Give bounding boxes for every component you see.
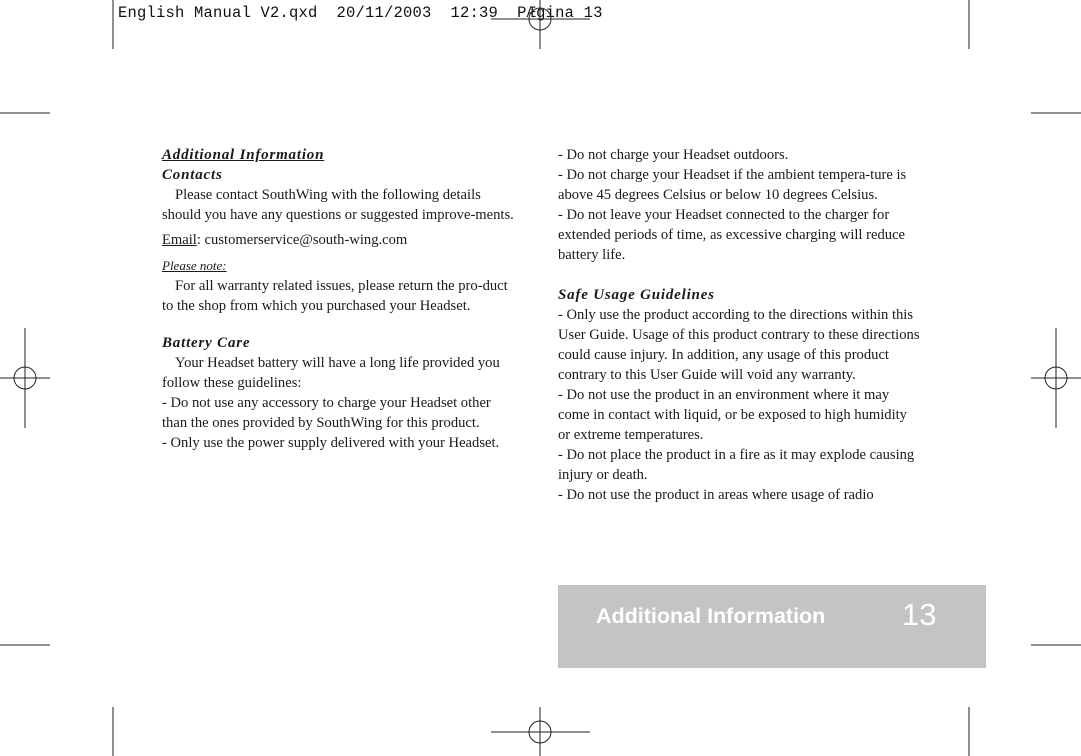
list-item: - Do not use the product in areas where usage of radio — [558, 487, 874, 503]
battery-care-heading: Battery Care — [162, 335, 251, 351]
please-note-label: Please note: — [162, 258, 227, 273]
print-slug-line: English Manual V2.qxd 20/11/2003 12:39 PÆgina 13 — [118, 4, 603, 22]
list-item: - Do not charge your Headset outdoors. — [558, 147, 789, 163]
list-item: - Do not use any accessory to charge your Headset other than the ones provided by SouthWing for this product. — [162, 395, 491, 431]
list-item: - Do not leave your Headset connected to the charger for extended periods of time, as excessive charging will reduce battery life. — [558, 207, 906, 263]
registration-mark-right — [1031, 328, 1081, 428]
contacts-text: Please contact SouthWing with the following details should you have any questions or suggested improve-ments. — [162, 187, 514, 223]
right-column — [558, 145, 920, 505]
list-item: - Only use the power supply delivered with your Headset. — [162, 435, 500, 451]
list-item: - Do not use the product in an environment where it may come in contact with liquid, or be exposed to high humidity or extreme temperatures. — [558, 387, 907, 443]
battery-intro: Your Headset battery will have a long life provided you follow these guidelines: — [162, 355, 500, 391]
warranty-text: For all warranty related issues, please return the pro-duct to the shop from which you purchased your Headset. — [162, 278, 508, 314]
registration-mark-top — [491, 0, 590, 49]
left-column — [162, 145, 518, 453]
registration-mark-left — [0, 328, 50, 428]
email-label: Email — [162, 232, 197, 248]
section-heading: Additional Information — [162, 147, 325, 163]
contacts-heading: Contacts — [162, 167, 223, 183]
footer-section-title: Additional Information — [596, 604, 826, 628]
email-value: : customerservice@south-wing.com — [196, 232, 408, 248]
page-number: 13 — [902, 597, 937, 632]
list-item: - Only use the product according to the directions within this User Guide. Usage of this product contrary to these directions could cause injury. In addition, any usage of this product contrary to this User Guide will void any warranty. — [558, 307, 920, 383]
list-item: - Do not charge your Headset if the ambient tempera-ture is above 45 degrees Celsius or below 10 degrees Celsius. — [558, 167, 907, 203]
registration-mark-bottom — [491, 707, 590, 756]
safe-usage-heading: Safe Usage Guidelines — [558, 287, 715, 303]
footer-tab — [558, 585, 986, 668]
email-line — [162, 230, 518, 250]
list-item: - Do not place the product in a fire as it may explode causing injury or death. — [558, 447, 915, 483]
